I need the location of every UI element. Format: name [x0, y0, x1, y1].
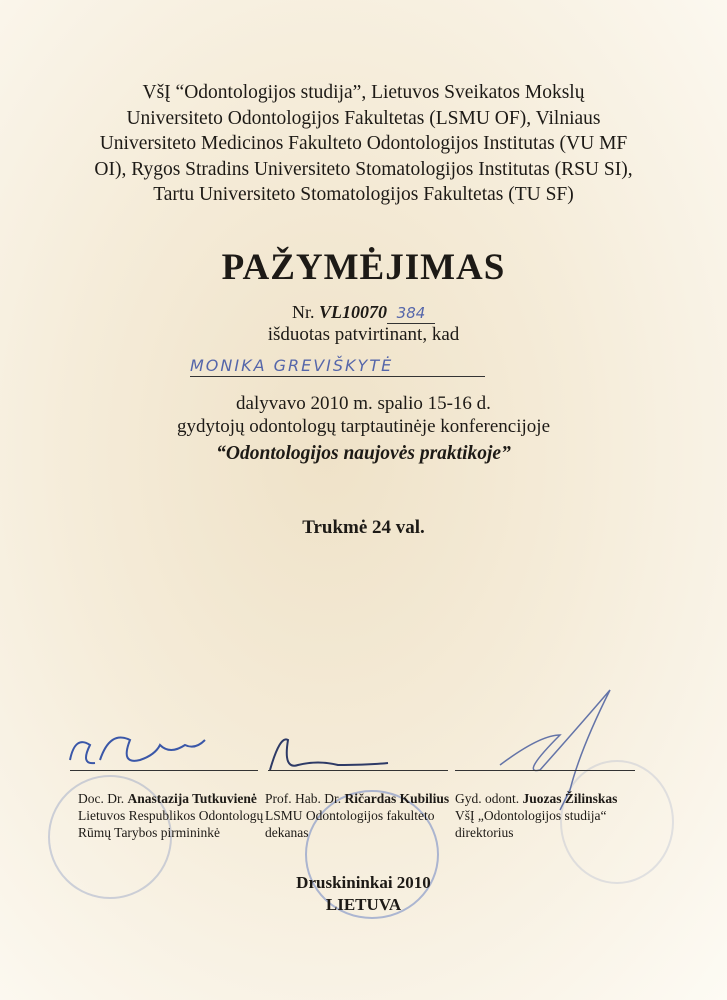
- signatory-prefix: Doc. Dr.: [78, 791, 125, 806]
- duration: Trukmė 24 val.: [302, 517, 425, 538]
- header-line: VšĮ “Odontologijos studija”, Lietuvos Sveikatos Mokslų: [142, 82, 585, 103]
- number-handwritten: 384: [396, 304, 426, 322]
- signatory-1: [78, 790, 263, 841]
- signatory-role: Lietuvos Respublikos Odontologų: [78, 808, 264, 823]
- signatory-name: Juozas Žilinskas: [522, 791, 618, 806]
- signatory-role: VšĮ „Odontologijos studija“: [455, 808, 607, 823]
- issuer-header: [0, 80, 727, 208]
- signatory-prefix: Gyd. odont.: [455, 791, 520, 806]
- body-line: gydytojų odontologų tarptautinėje konferencijoje: [176, 416, 551, 437]
- place-year: Druskininkai 2010: [296, 873, 431, 892]
- header-line: OI), Rygos Stradins Universiteto Stomatologijos Institutas (RSU SI),: [94, 158, 633, 180]
- country: LIETUVA: [325, 895, 402, 914]
- signatory-role: Rūmų Tarybos pirmininkė: [78, 825, 221, 840]
- signatory-role: LSMU Odontologijos fakulteto: [265, 808, 435, 823]
- signatory-name: Ričardas Kubilius: [344, 791, 450, 806]
- certificate-number: [0, 302, 727, 324]
- header-line: Universiteto Medicinos Fakulteto Odontologijos Institutas (VU MF: [99, 133, 628, 154]
- place-footer: [0, 872, 727, 916]
- number-code: VL10070: [318, 302, 387, 322]
- signatory-3: [455, 790, 617, 841]
- header-line: Universiteto Odontologijos Fakultetas (LSMU OF), Vilniaus: [126, 107, 601, 129]
- header-line: Tartu Universiteto Stomatologijos Fakultetas (TU SF): [153, 184, 574, 205]
- signatory-role: dekanas: [265, 825, 309, 840]
- signatory-name: Anastazija Tutkuvienė: [127, 791, 257, 806]
- signatory-2: [265, 790, 449, 841]
- recipient-name-line: [190, 356, 485, 377]
- signatory-role: direktorius: [455, 825, 514, 840]
- signature-1: [70, 738, 205, 764]
- certificate-title: PAŽYMĖJIMAS: [221, 247, 506, 288]
- issued-text: išduotas patvirtinant, kad: [267, 324, 460, 345]
- body-line: dalyvavo 2010 m. spalio 15-16 d.: [236, 393, 491, 414]
- number-prefix: Nr.: [291, 302, 315, 322]
- signatory-prefix: Prof. Hab. Dr.: [265, 791, 342, 806]
- recipient-name: MONIKA GREVIŠKYTĖ: [190, 356, 394, 375]
- conference-title: “Odontologijos naujovės praktikoje”: [216, 443, 511, 464]
- signature-2: [270, 739, 388, 770]
